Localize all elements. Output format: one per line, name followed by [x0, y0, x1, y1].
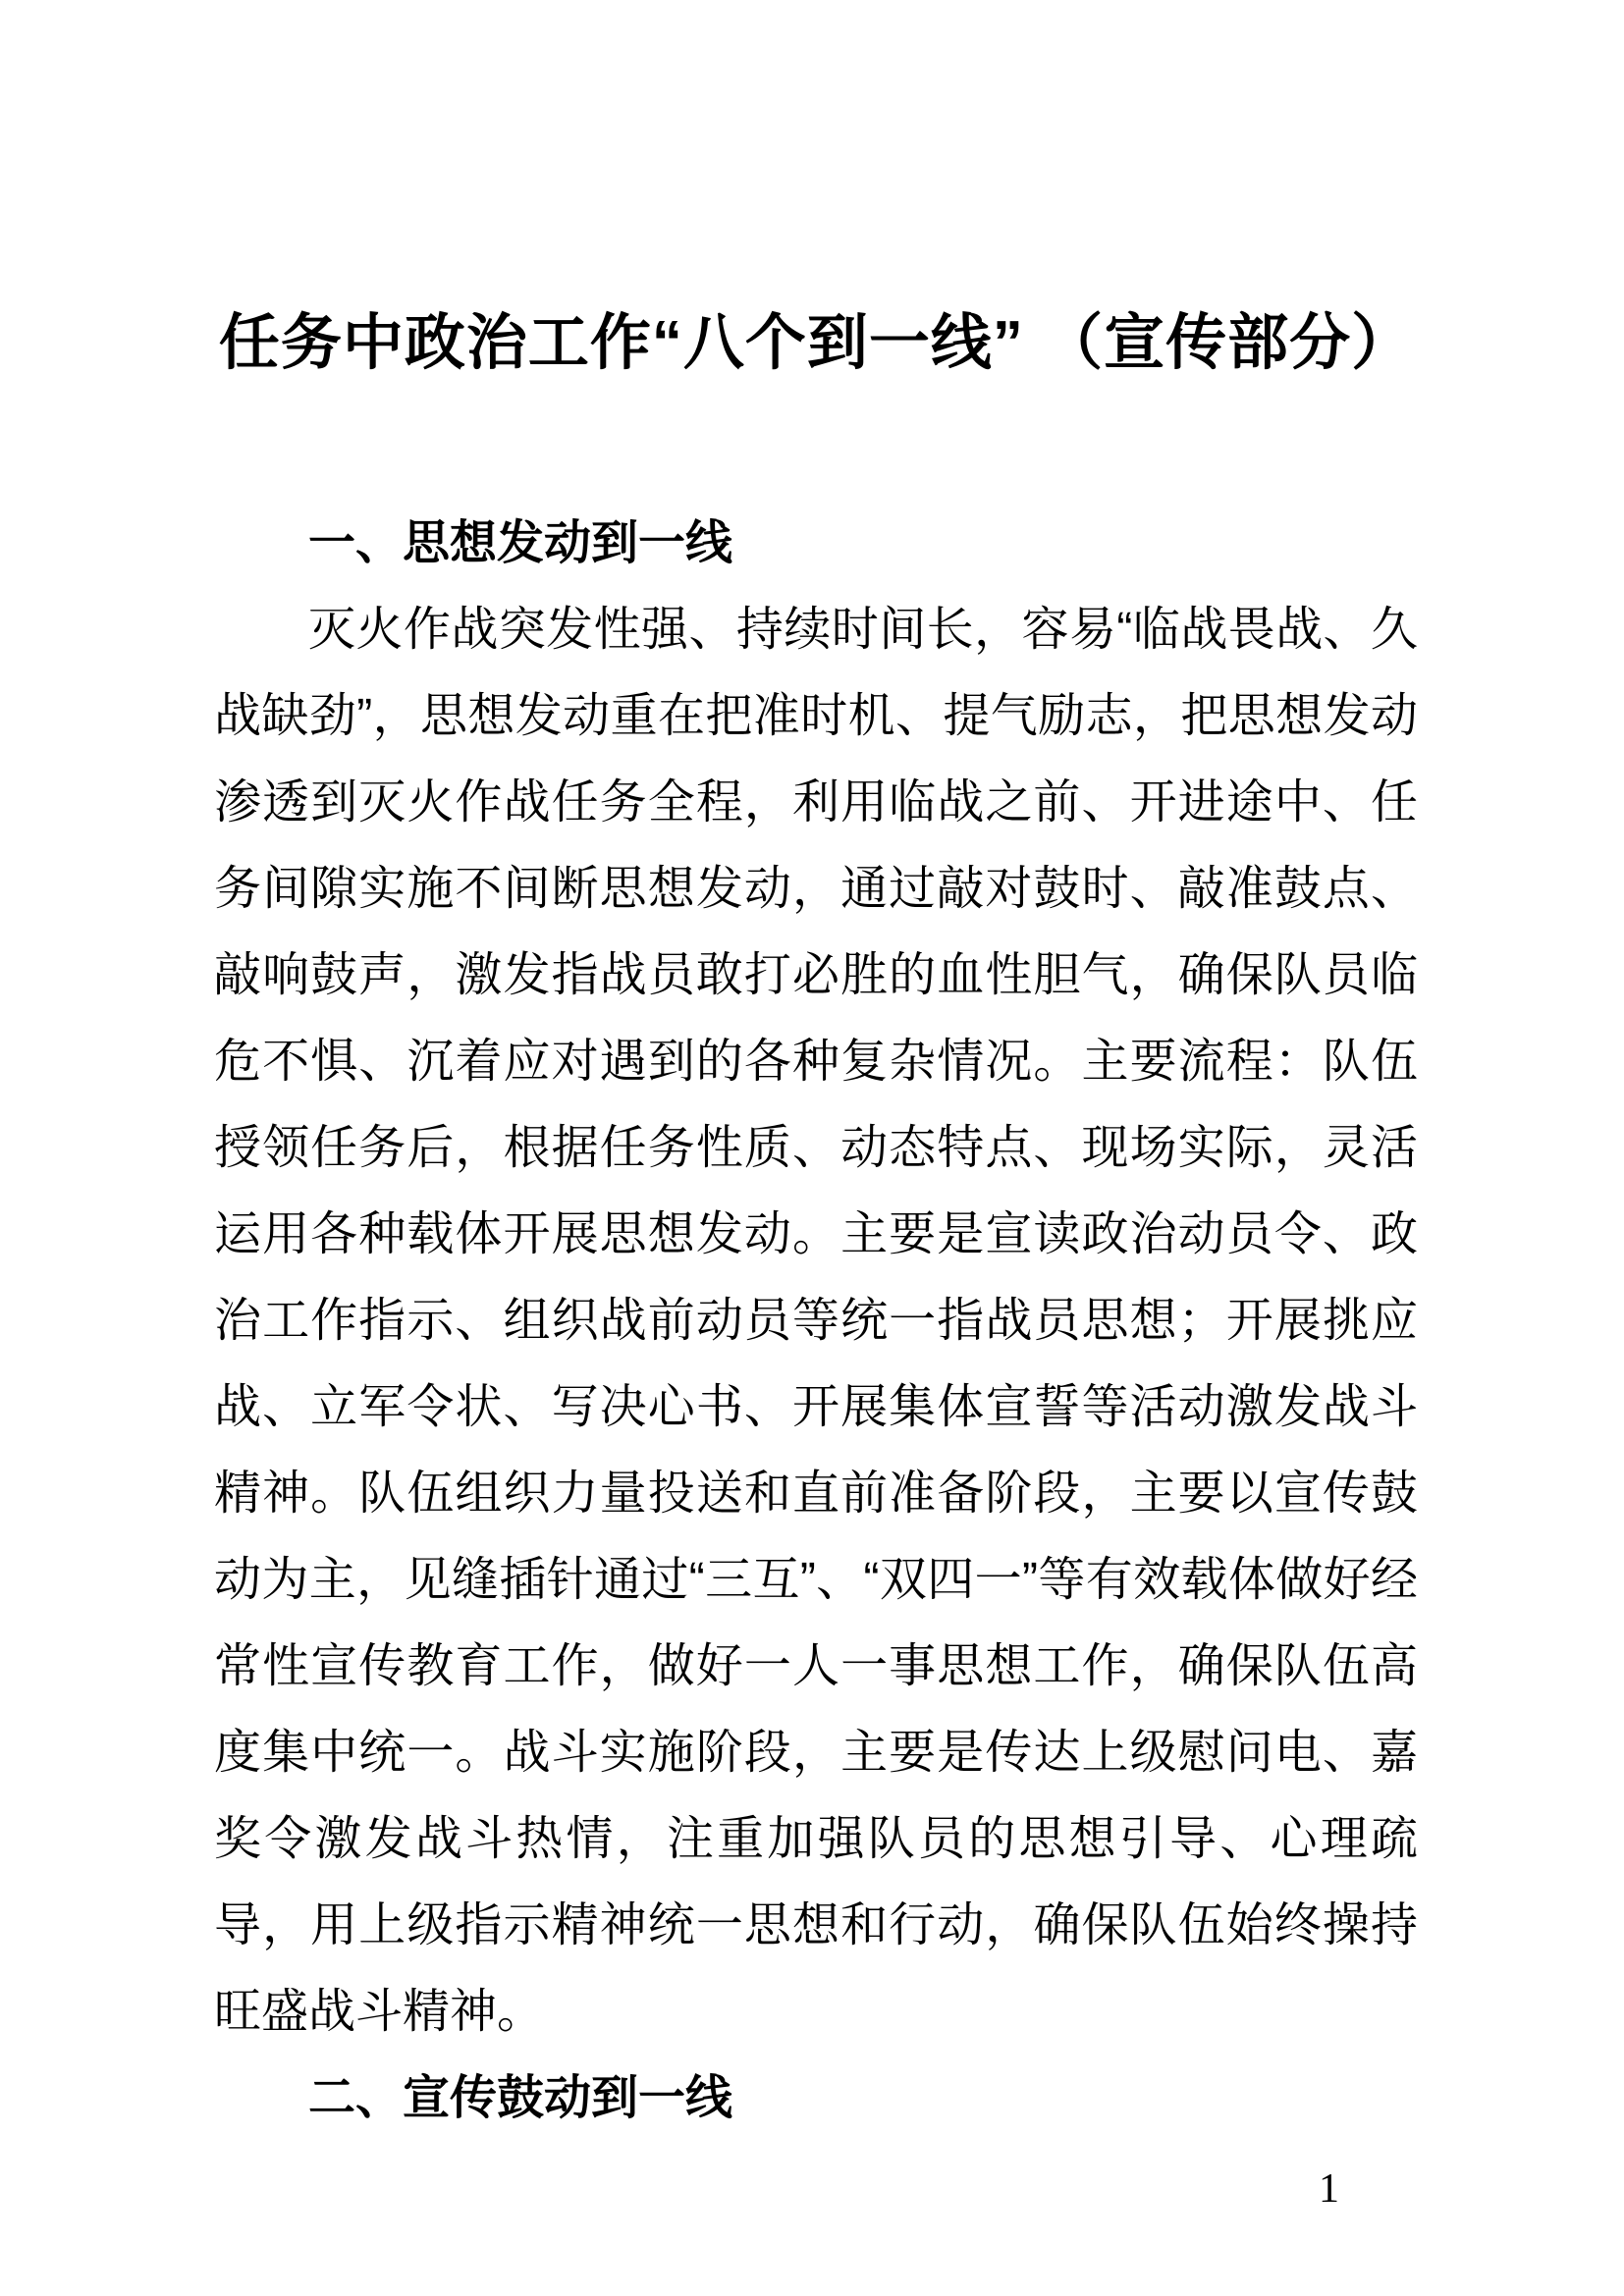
section-heading-propaganda-agitation: 二、宣传鼓动到一线 — [308, 2072, 733, 2124]
document-title: 任务中政治工作“八个到一线” （宣传部分） — [218, 309, 1414, 377]
document-body — [214, 501, 1418, 2142]
section-paragraph: 灭火作战突发性强、持续时间长，容易“临战畏战、久战缺劲”，思想发动重在把准时机、提气励志，把思想发动渗透到灭火作战任务全程，利用临战之前、开进途中、任务间隙实施不间断思想发动，通过敲对鼓时、敲准鼓点、敲响鼓声，激发指战员敢打必胜的血性胆气，确保队员临危不惧、沉着应对遇到的各种复杂情况。主要流程：队伍授领任务后，根据任务性质、动态特点、现场实际，灵活运用各种载体开展思想发动。主要是宣读政治动员令、政治工作指示、组织战前动员等统一指战员思想；开展挑应战、立军令状、写决心书、开展集体宣誓等活动激发战斗精神。队伍组织力量投送和直前准备阶段，主要以宣传鼓动为主，见缝插针通过“三互”、“双四一”等有效载体做好经常性宣传教育工作，做好一人一事思想工作，确保队伍高度集中统一。战斗实施阶段，主要是传达上级慰问电、嘉奖令激发战斗热情，注重加强队员的思想引导、心理疏导，用上级指示精神统一思想和行动，确保队伍始终操持旺盛战斗精神。 — [214, 604, 1418, 2038]
page-number: 1 — [1319, 2166, 1339, 2212]
section-heading-thought-mobilization: 一、思想发动到一线 — [308, 517, 733, 569]
